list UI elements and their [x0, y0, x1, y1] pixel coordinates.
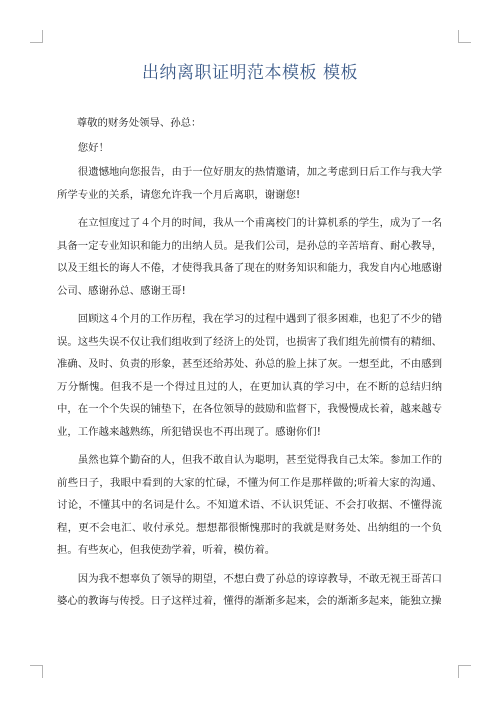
document-body: [57, 112, 442, 619]
paragraph: 因为我不想辜负了领导的期望，不想白费了孙总的谆谆教导，不敢无视王哥苦口婆心的教诲与传授。日子这样过着，懂得的渐渐多起来，会的渐渐多起来，能独立操: [57, 572, 442, 607]
paragraph: 在立恒度过了４个月的时间，我从一个甫离校门的计算机系的学生，成为了一名具备一定专业知识和能力的出纳人员。是我们公司，是孙总的辛苦培育、耐心教导，以及王组长的诲人不倦，才使得我具备了现在的财务知识和能力，我发自内心地感谢公司、感谢孙总、感谢王哥!: [57, 217, 442, 297]
salutation: 尊敬的财务处领导、孙总：: [76, 117, 202, 129]
greeting: 您好！: [77, 141, 109, 154]
crop-mark-top-right: [458, 30, 471, 43]
crop-mark-top-left: [30, 30, 43, 43]
paragraph: 很遗憾地向您报告，由于一位好朋友的热情邀请，加之考虑到日后工作与我大学所学专业的关系，请您允许我一个月后离职，谢谢您!: [57, 166, 442, 201]
paragraph: 虽然也算个勤奋的人，但我不敢自认为聪明，甚至觉得我自己太笨。参加工作的前些日子，我眼中看到的大家的忙碌，不懂为何工作是那样做的;听着大家的沟通、讨论，不懂其中的名词是什么。不知道术语、不认识凭证、不会打收据、不懂得流程，更不会电汇、收付承兑。想想都很惭愧那时的我就是财务处、出纳组的一个负担。有些灰心，但我使劲学着，听着，模仿着。: [57, 454, 442, 556]
crop-mark-bottom-left: [30, 665, 43, 678]
document-title: 出纳离职证明范本模板 模板: [142, 63, 358, 83]
paragraph: 回顾这４个月的工作历程，我在学习的过程中遇到了很多困难，也犯了不少的错误。这些失误不仅让我们组收到了经济上的处罚，也损害了我们组先前惯有的精细、准确、及时、负责的形象，甚至还给苏处、孙总的脸上抹了灰。一想至此，不由感到万分惭愧。但我不是一个得过且过的人，在更加认真的学习中，在不断的总结归纳中，在一个个失误的铺垫下，在各位领导的鼓励和监督下，我慢慢成长着，越来越专业，工作越来越熟练，所犯错误也不再出现了。感谢你们!: [57, 313, 442, 438]
crop-mark-bottom-right: [458, 665, 471, 678]
